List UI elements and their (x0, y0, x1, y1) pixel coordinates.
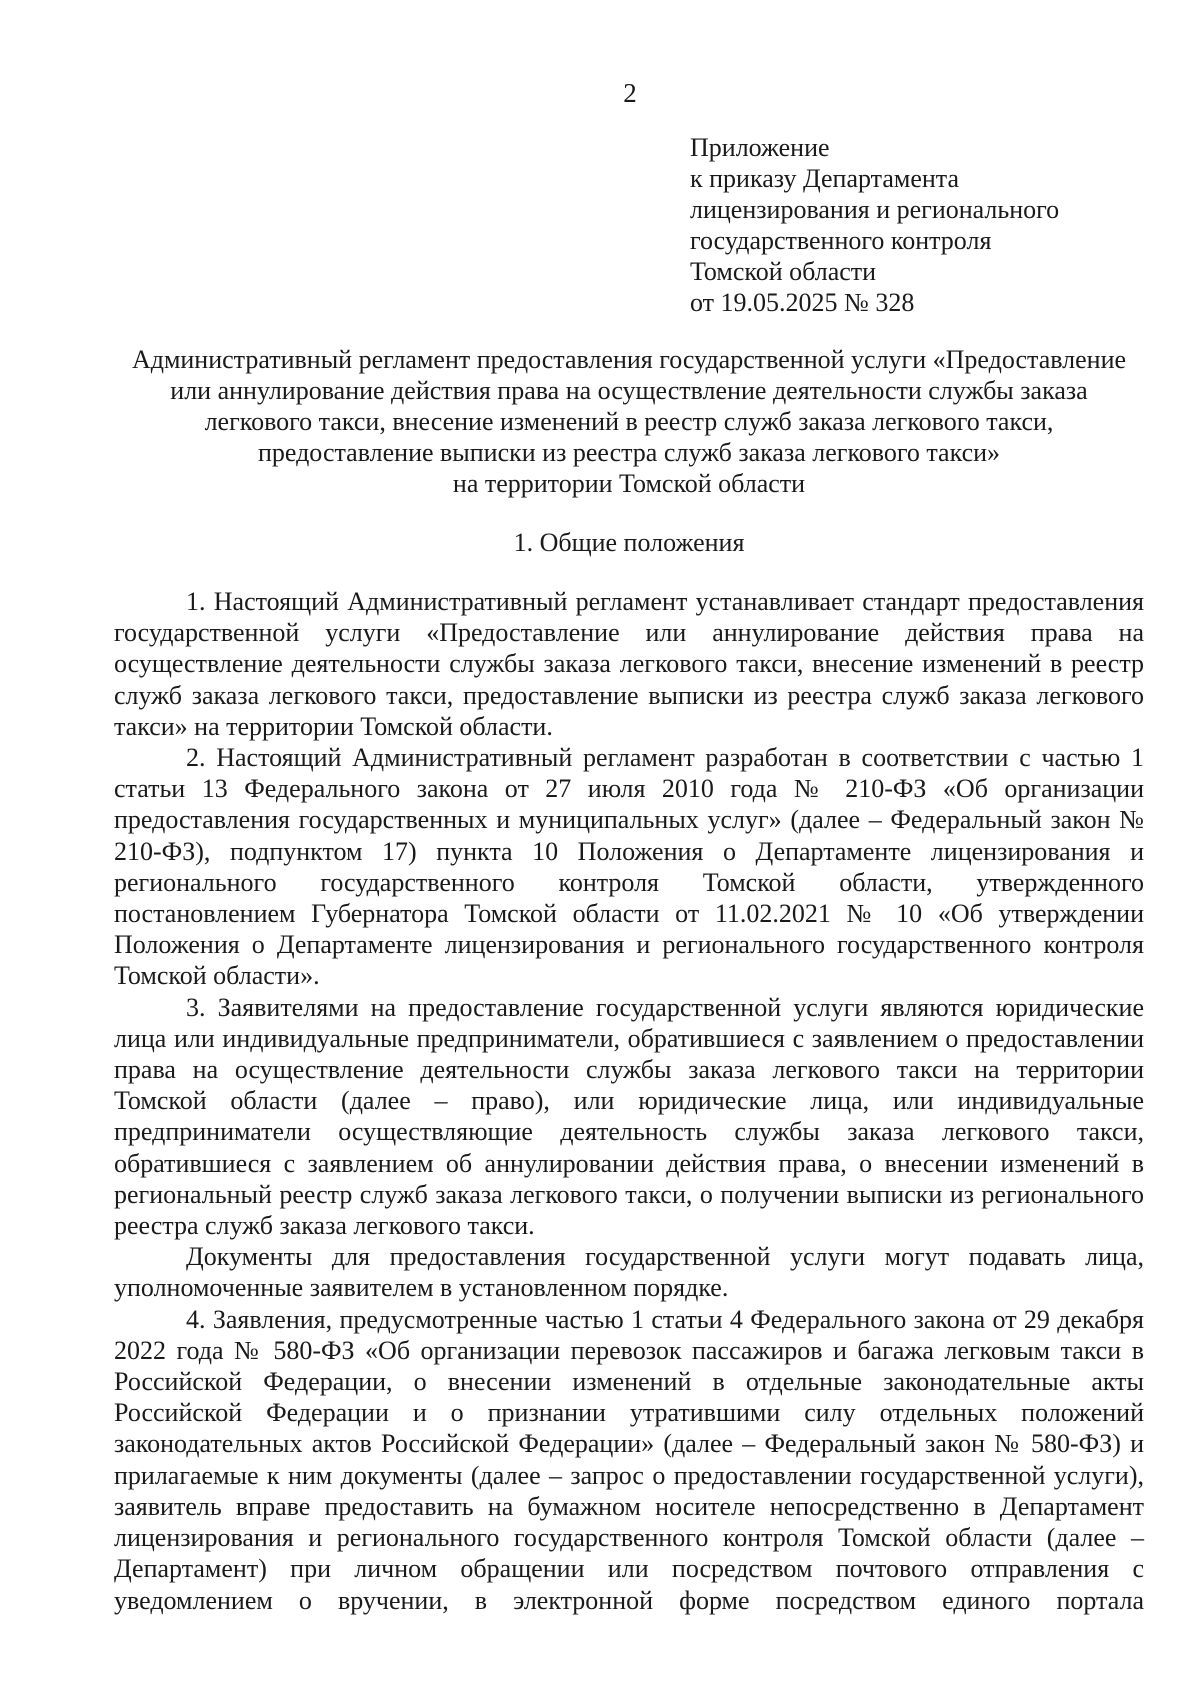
paragraph-3: 3. Заявителями на предоставление государственной услуги являются юридические лица или индивидуальные предприниматели, обратившиеся с заявлением о предоставлении права на осуществление деятельности службы заказа легкового такси на территории Томской области (далее – право), или юридические лица, или индивидуальные предприниматели осуществляющие деятельность службы заказа легкового такси, обратившиеся с заявлением об аннулировании действия права, о внесении изменений в региональный реестр служб заказа легкового такси, о получении выписки из регионального реестра служб заказа легкового такси. (114, 992, 1144, 1241)
body-text (114, 586, 1144, 1616)
title-line: предоставление выписки из реестра служб заказа легкового такси» (257, 438, 1001, 467)
title-line: на территории Томской области (452, 469, 806, 498)
appendix-line: лицензирования и регионального (690, 195, 1060, 224)
paragraph-3-continued: Документы для предоставления государственной услуги могут подавать лица, уполномоченные заявителем в установленном порядке. (114, 1242, 1144, 1303)
appendix-line: Приложение (690, 133, 830, 162)
paragraph-2: 2. Настоящий Административный регламент разработан в соответствии с частью 1 статьи 13 Федерального закона от 27 июля 2010 года № 210-ФЗ «Об организации предоставления государственных и муниципальных услуг» (далее – Федеральный закон № 210-ФЗ), подпунктом 17) пункта 10 Положения о Департаменте лицензирования и регионального государственного контроля Томской области, утвержденного постановлением Губернатора Томской области от 11.02.2021 № 10 «Об утверждении Положения о Департаменте лицензирования и регионального государственного контроля Томской области». (114, 743, 1144, 991)
appendix-block (690, 132, 1059, 318)
appendix-line: от 19.05.2025 № 328 (690, 288, 915, 317)
paragraph-4: 4. Заявления, предусмотренные частью 1 статьи 4 Федерального закона от 29 декабря 2022 года № 580-ФЗ «Об организации перевозок пассажиров и багажа легковым такси в Российской Федерации, о внесении изменений в отдельные законодательные акты Российской Федерации и о признании утратившими силу отдельных положений законодательных актов Российской Федерации» (далее – Федеральный закон № 580-ФЗ) и прилагаемые к ним документы (далее – запрос о предоставлении государственной услуги), заявитель вправе предоставить на бумажном носителе непосредственно в Департамент лицензирования и регионального государственного контроля Томской области (далее – Департамент) при личном обращении или посредством почтового отправления с уведомлением о вручении, в электронной форме посредством единого портала (114, 1304, 1144, 1615)
appendix-line: к приказу Департамента (690, 164, 960, 193)
title-line: или аннулирование действия права на осуществление деятельности службы заказа (170, 376, 1088, 405)
title-line: Административный регламент предоставления государственной услуги «Предоставление (131, 345, 1127, 374)
page-number: 2 (623, 78, 637, 108)
appendix-line: государственного контроля (690, 226, 992, 255)
document-title (114, 344, 1144, 499)
appendix-line: Томской области (690, 257, 877, 286)
title-line: легкового такси, внесение изменений в реестр служб заказа легкового такси, (204, 407, 1054, 436)
section-heading: 1. Общие положения (513, 528, 745, 557)
paragraph-1: 1. Настоящий Административный регламент устанавливает стандарт предоставления государственной услуги «Предоставление или аннулирование действия права на осуществление деятельности службы заказа легкового такси, внесение изменений в реестр служб заказа легкового такси, предоставление выписки из реестра служб заказа легкового такси» на территории Томской области. (114, 587, 1144, 741)
